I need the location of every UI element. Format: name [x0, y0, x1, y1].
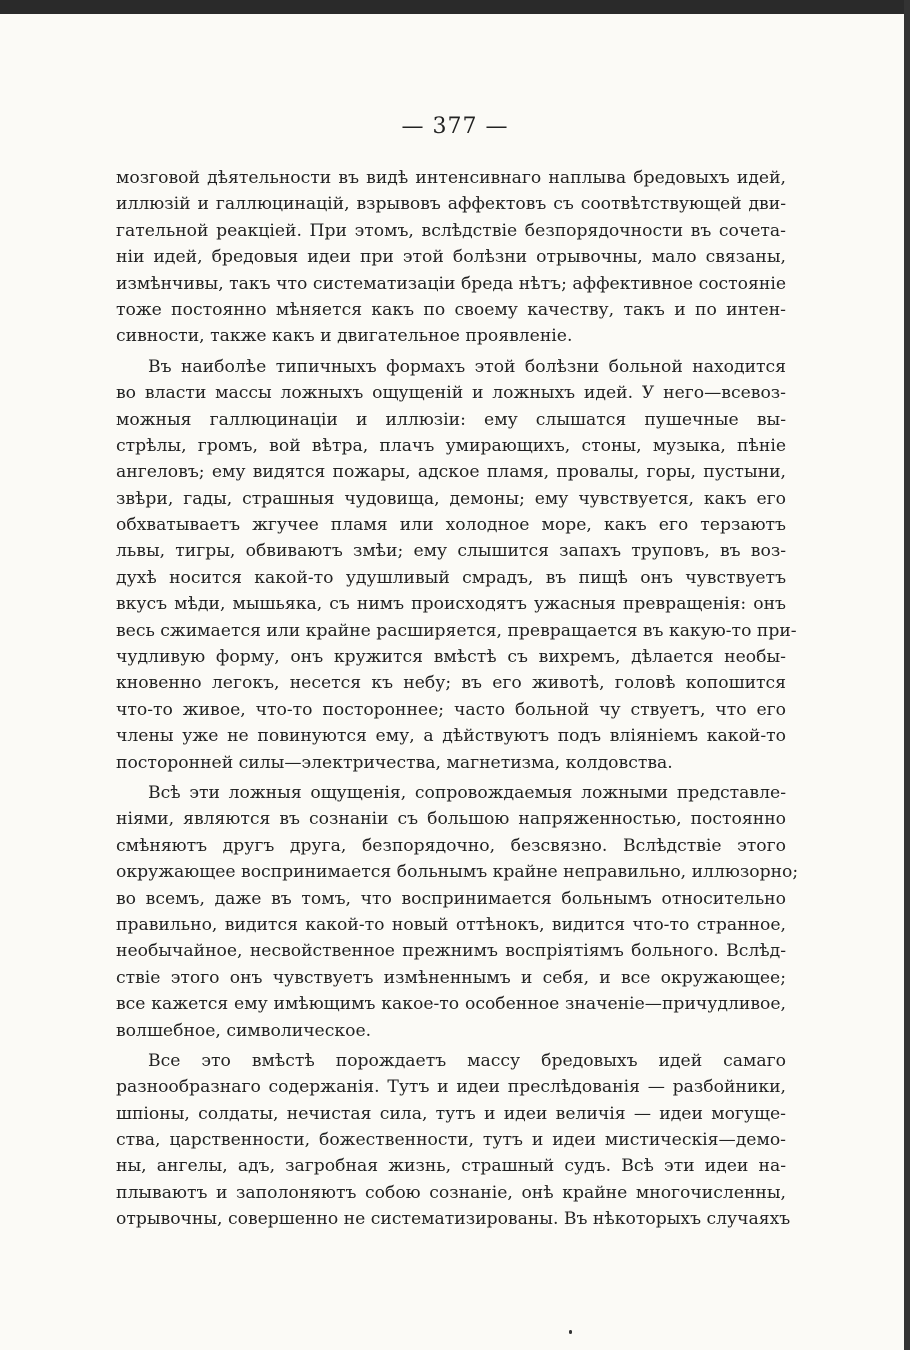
text-line: иллюзій и галлюцинацій, взрывовъ аффектовъ съ соотвѣтствующей дви-	[116, 194, 786, 215]
text-line: львы, тигры, обвиваютъ змѣи; ему слышится запахъ труповъ, въ воз-	[116, 541, 786, 562]
text-line: Все это вмѣстѣ порождаетъ массу бредовыхъ идей самаго	[148, 1050, 786, 1071]
text-line: звѣри, гады, страшныя чудовища, демоны; ему чувствуется, какъ его	[116, 488, 786, 509]
text-line: вкусъ мѣди, мышьяка, съ нимъ происходятъ ужасныя превращенія: онъ	[116, 594, 786, 615]
text-line: во всемъ, даже въ томъ, что воспринимается больнымъ относительно	[116, 888, 786, 909]
text-line: кновенно легокъ, несется къ небу; въ его животѣ, головѣ копошится	[116, 673, 786, 694]
text-line: волшебное, символическое.	[116, 1020, 372, 1041]
text-line: ангеловъ; ему видятся пожары, адское пламя, провалы, горы, пустыни,	[116, 462, 786, 483]
text-line: ны, ангелы, адъ, загробная жизнь, страшный судъ. Всѣ эти идеи на-	[116, 1156, 786, 1177]
text-line: ствіе этого онъ чувствуетъ измѣненнымъ и себя, и все окружающее;	[116, 967, 786, 988]
text-line: разнообразнаго содержанія. Тутъ и идеи преслѣдованія — разбойники,	[116, 1077, 786, 1098]
text-line: смѣняютъ другъ друга, безпорядочно, безсвязно. Вслѣдствіе этого	[116, 835, 786, 856]
text-line: мозговой дѣятельности въ видѣ интенсивнаго наплыва бредовыхъ идей,	[116, 168, 786, 188]
text-line: правильно, видится какой-то новый оттѣнокъ, видится что-то странное,	[116, 914, 786, 935]
text-line: необычайное, несвойственное прежнимъ воспріятіямъ больного. Вслѣд-	[116, 941, 786, 962]
text-line: шпіоны, солдаты, нечистая сила, тутъ и идеи величія — идеи могуще-	[116, 1103, 786, 1124]
ink-speck	[569, 1330, 572, 1334]
text-line: весь сжимается или крайне расширяется, превращается въ какую-то при-	[116, 620, 797, 641]
text-line: измѣнчивы, такъ что систематизаціи бреда нѣтъ; аффективное состояніе	[116, 273, 786, 294]
text-line: ства, царственности, божественности, тутъ и идеи мистическія—демо-	[116, 1130, 786, 1151]
scan-top-border	[0, 0, 910, 14]
text-line: ніи идей, бредовыя идеи при этой болѣзни отрывочны, мало связаны,	[116, 247, 786, 268]
text-line: стрѣлы, громъ, вой вѣтра, плачъ умирающихъ, стоны, музыка, пѣніе	[116, 435, 786, 456]
text-line: плываютъ и заполоняютъ собою сознаніе, онѣ крайне многочисленны,	[116, 1182, 786, 1203]
text-line: Всѣ эти ложныя ощущенія, сопровождаемыя ложными представле-	[148, 782, 786, 803]
text-line: тоже постоянно мѣняется какъ по своему качеству, такъ и по интен-	[116, 299, 786, 320]
body-text	[116, 165, 799, 1233]
text-line: посторонней силы—электричества, магнетизма, колдовства.	[116, 752, 673, 773]
text-line: окружающее воспринимается больнымъ крайне неправильно, иллюзорно;	[116, 862, 799, 883]
page-number: — 377 —	[401, 114, 509, 139]
text-line: гательной реакціей. При этомъ, вслѣдствіе безпорядочности въ сочета-	[116, 220, 786, 241]
text-line: что-то живое, что-то постороннее; часто больной чу ствуетъ, что его	[116, 699, 786, 720]
text-line: все кажется ему имѣющимъ какое-то особенное значеніе—причудливое,	[116, 994, 786, 1015]
text-line: ніями, являются въ сознаніи съ большою напряженностью, постоянно	[116, 809, 786, 830]
text-line: члены уже не повинуются ему, а дѣйствуютъ подъ вліяніемъ какой-то	[116, 726, 786, 747]
text-line: можныя галлюцинаціи и иллюзіи: ему слышатся пушечные вы-	[116, 409, 786, 430]
text-line: во власти массы ложныхъ ощущеній и ложныхъ идей. У него—всевоз-	[116, 383, 786, 404]
text-line: Въ наиболѣе типичныхъ формахъ этой болѣзни больной находится	[148, 356, 786, 377]
text-line: обхватываетъ жгучее пламя или холодное море, какъ его терзаютъ	[116, 515, 786, 536]
scan-right-border	[904, 0, 910, 1350]
text-line: отрывочны, совершенно не систематизированы. Въ нѣкоторыхъ случаяхъ	[116, 1209, 791, 1230]
text-line: сивности, также какъ и двигательное проявленіе.	[116, 326, 573, 347]
text-line: чудливую форму, онъ кружится вмѣстѣ съ вихремъ, дѣлается необы-	[116, 647, 786, 668]
text-line: духѣ носится какой-то удушливый смрадъ, въ пищѣ онъ чувствуетъ	[116, 567, 786, 588]
